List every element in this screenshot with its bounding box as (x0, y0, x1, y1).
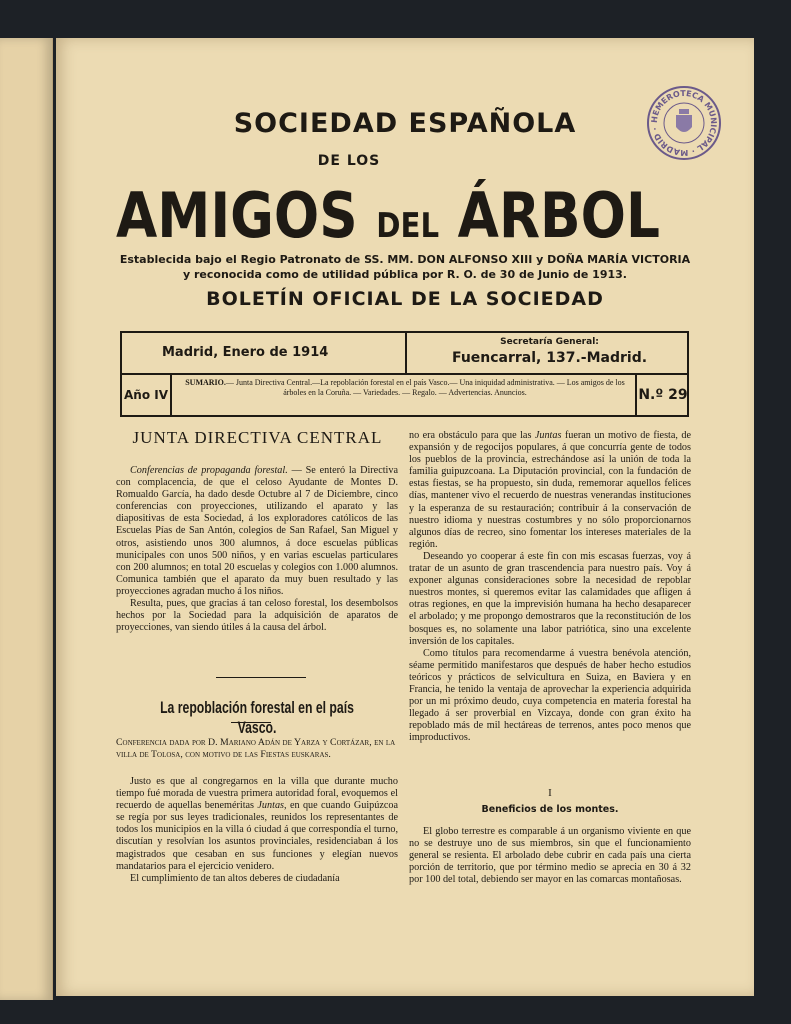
masthead-del: DEL (376, 206, 440, 246)
juntas-italic-2: Juntas (534, 430, 562, 441)
summary-label: SUMARIO. (185, 378, 226, 387)
right-paragraph-0a: no era obstáculo para que las (409, 430, 535, 441)
issue-year: Año IV (122, 375, 172, 415)
section-divider (216, 677, 306, 678)
right-paragraph-0b: fueran un motivo de fiesta, de expansión y de regocijos populares, á que concurría gente de todos los pueblos de la provincia, estrechándose así la unión de toda la familia guipuzcoana. La Diputación provincial, con la fundación de estas fiestas, se ha propuesto, sin duda, rememorar aquellos felices días, mantener vivo el recuerdo de nuestras venerandas instituciones y la esperanza de su restauración; contribuir á la conservación de nuestro idioma y nuestras costumbres y no sólo proporcionarnos algunos días de recreo, sino fomentar los intereses materiales de la región. (409, 430, 691, 550)
establishment-line-2: y reconocida como de utilidad pública por R. O. de 30 de Junio de 1913. (183, 268, 627, 281)
stamp-text: HEMEROTECA MUNICIPAL · MADRID · (649, 88, 719, 158)
society-subtitle: DE LOS (317, 153, 381, 169)
library-stamp-icon (646, 85, 722, 161)
right-column-text (409, 430, 691, 744)
newspaper-page (56, 38, 754, 996)
issue-number: N.º 29 (635, 375, 689, 415)
secretaria-label: Secretaría General: (500, 337, 599, 347)
issue-date: Madrid, Enero de 1914 (162, 345, 329, 360)
repoblacion-paragraph-2: El cumplimiento de tan altos deberes de ciudadanía (130, 872, 340, 884)
juntas-italic: Juntas (257, 800, 285, 812)
conference-note: Conferencia dada por D. Mariano Adán de Yarza y Cortázar, en la villa de Tolosa, con motivo de las Fiestas euskaras. (116, 737, 396, 760)
section-numeral: I (548, 787, 552, 799)
summary-text: — Junta Directiva Central.—La repoblación forestal en el país Vasco.— Una iniquidad administrativa. — Los amigos de los árboles en la Coruña. — Variedades. — Regalo. — Advertencias. Anuncios. (225, 378, 625, 397)
summary (180, 378, 630, 398)
issue-info-box (120, 331, 689, 417)
repoblacion-paragraph-1a: Justo es que al congregarnos en la villa que durante mucho tiempo fué morada de vuestra primera autoridad foral, evoquemos el recuerdo de aquellas beneméritas (116, 776, 398, 812)
junta-paragraph-1: — Se enteró la Directiva con complacencia, de que el celoso Ayudante de Montes D. Romualdo García, ha dado desde Octubre al 7 de Diciembre, cinco conferencias con proyecciones, utilizando el aparato y las diapositivas de esta Sociedad, á los exploradores católicos de las Escuelas Pías de San Antón, colegios de San Rafael, San Miguel y otros, asistiendo unos 300 alumnos, á doce escuelas públicas municipales con unos 500 niños, y en varias escuelas particulares con 200 alumnos; en total 20 escuelas y colegios con 1.000 alumnos. Comunica también que el aparato da muy buen resultado y las proyecciones agradan mucho á los niños. (116, 465, 398, 597)
benefits-text (409, 826, 691, 886)
heading-rule (231, 722, 271, 723)
junta-paragraph-2: Resulta, pues, que gracias á tan celoso forestal, los desembolsos hechos por la Sociedad para la adquisición de aparatos de proyecciones, van siendo útiles á la causa del árbol. (116, 598, 398, 634)
right-paragraph-2: Como títulos para recomendarme á vuestra benévola atención, séame permitido manifestaros que después de haber hecho estudios teóricos y prácticos de selvicultura en Suiza, en Baviera y en Francia, he tenido la ventaja de aprovechar la experiencia adquirida por un mi próximo deudo, cuya competencia en materia forestal ha llegado á ser proverbial en Vizcaya, donde con gran éxito ha repoblado más de mil hectáreas de terrenos, antes poco menos que improductivos. (409, 647, 691, 744)
repoblacion-heading: La repoblación forestal en el país Vasco. (160, 698, 354, 737)
bulletin-title: BOLETÍN OFICIAL DE LA SOCIEDAD (206, 288, 604, 310)
masthead-arbol: ÁRBOL (439, 179, 660, 252)
establishment-line-1: Establecida bajo el Regio Patronato de SS. MM. DON ALFONSO XIII y DOÑA MARÍA VICTORIA (119, 253, 691, 266)
left-facing-page (0, 38, 53, 1000)
benefits-paragraph: El globo terrestre es comparable á un organismo viviente en que no se destruye uno de sus miembros, sin que el funcionamiento general se resienta. El arbolado debe cubrir en cada país una cierta porción de territorio, que por término medio se aprecia en 30 á 32 por 100 del total, debiendo ser mayor en las comarcas montañosas. (409, 826, 691, 886)
repoblacion-article (116, 776, 398, 885)
society-title: SOCIEDAD ESPAÑOLA (233, 108, 577, 139)
masthead-amigos: AMIGOS (116, 179, 377, 252)
benefits-heading: Beneficios de los montes. (481, 804, 619, 815)
right-paragraph-1: Deseando yo cooperar á este fin con mis escasas fuerzas, voy á tratar de un asunto de gran trascendencia para nuestro país. Voy á exponer algunas consideraciones sobre la necesidad de repoblar nuestros montes, si queremos evitar las calamidades que afligen á otras regiones, en que la imprevisión humana ha hecho desaparecer el arbolado; y me propongo demostraros que la reconstitución de los bosques es, no solamente una labor patriótica, sino una excelente inversión de los capitales. (409, 550, 691, 647)
secretaria-address: Fuencarral, 137.-Madrid. (451, 350, 648, 366)
establishment-note (56, 252, 754, 282)
junta-heading: JUNTA DIRECTIVA CENTRAL (132, 428, 383, 447)
junta-article (116, 465, 398, 634)
repoblacion-paragraph-1b: , en que cuando Guipúzcoa se regía por sus leyes tradicionales, reunidos los representantes de todos los municipios en la villa ó ciudad á que correspondía el turno, discutían y resolvían los asuntos provinciales, residenciaban á los magistrados que cesaban en sus funciones y elegían nuevos mandatarios para el ejercicio venidero. (116, 800, 398, 872)
junta-lead: Conferencias de propaganda forestal. (130, 465, 288, 476)
